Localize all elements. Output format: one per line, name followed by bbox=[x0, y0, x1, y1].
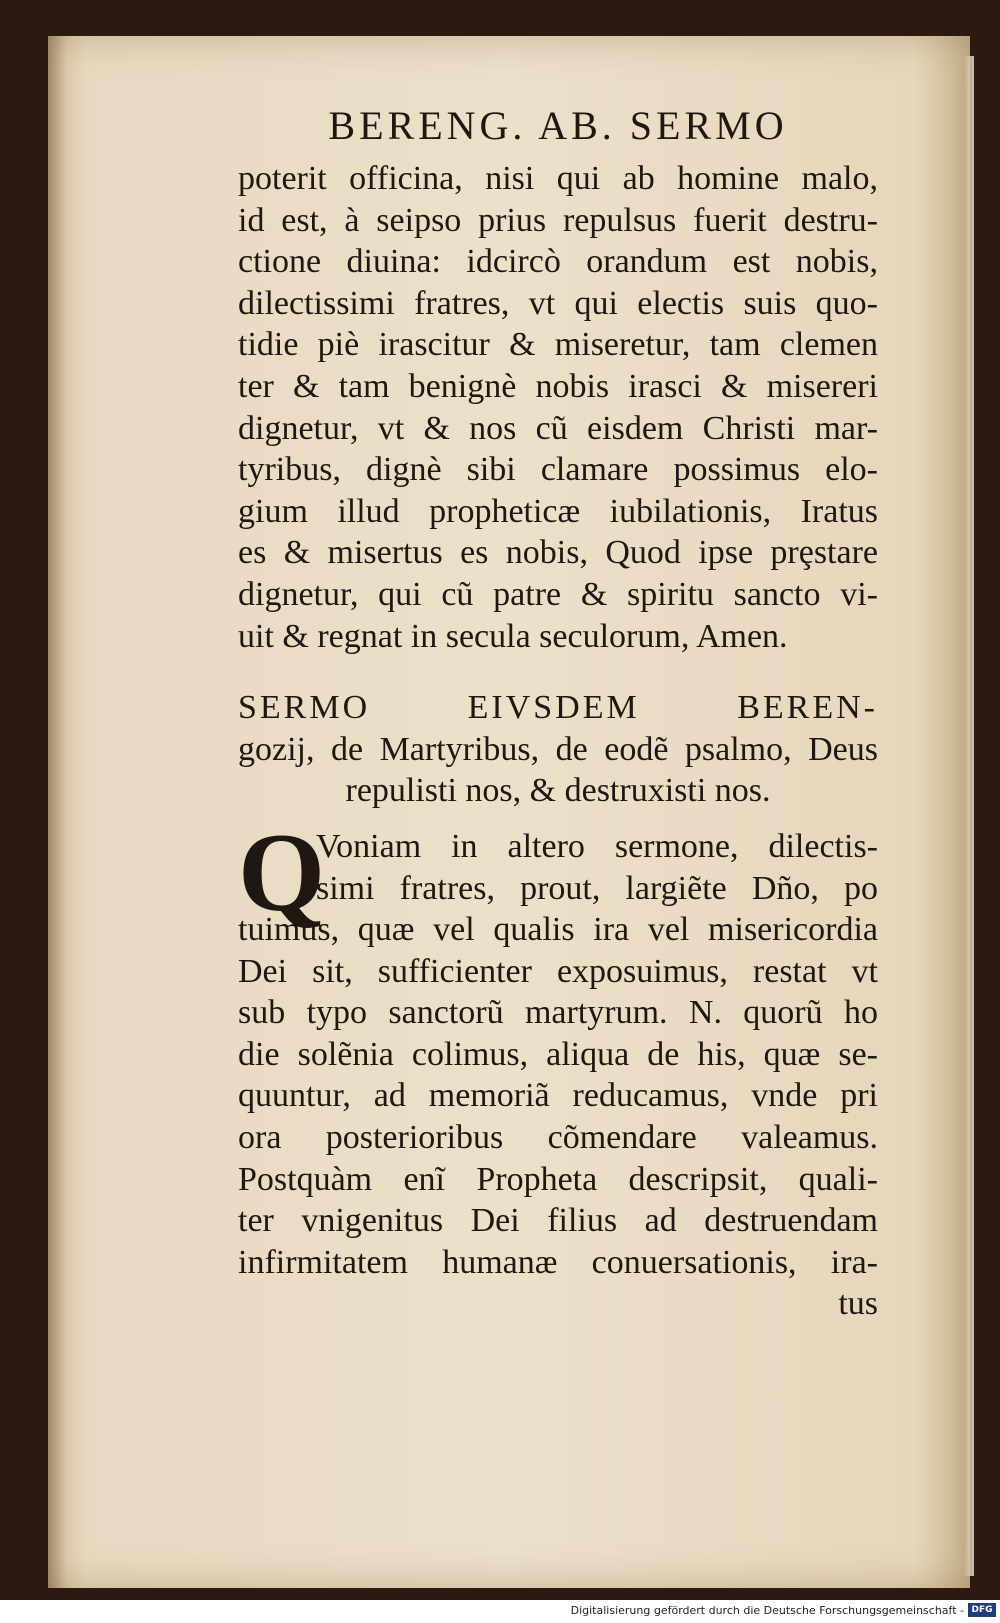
text-line: dilectissimi fratres, vt qui electis suis quo- bbox=[238, 284, 878, 322]
text-line: id est, à seipso prius repulsus fuerit destru- bbox=[238, 201, 878, 239]
heading-line: gozij, de Martyribus, de eodẽ psalmo, Deus bbox=[238, 730, 878, 768]
text-block bbox=[238, 100, 878, 1325]
text-line: dignetur, qui cũ patre & spiritu sancto vi- bbox=[238, 575, 878, 613]
running-head: BERENG. AB. SERMO bbox=[328, 103, 788, 148]
heading-line: SERMO EIVSDEM BEREN- bbox=[238, 689, 878, 727]
text-line: infirmitatem humanæ conuersationis, ira- bbox=[238, 1243, 878, 1281]
text-line: dignetur, vt & nos cũ eisdem Christi mar- bbox=[238, 409, 878, 447]
sermon-body bbox=[238, 810, 878, 1325]
heading-line: repulisti nos, & destruxisti nos. bbox=[345, 772, 771, 810]
text-line: sub typo sanctorũ martyrum. N. quorũ ho bbox=[238, 994, 878, 1032]
sermon-ending bbox=[238, 158, 878, 657]
text-line: die solẽnia colimus, aliqua de his, quæ se- bbox=[238, 1035, 878, 1073]
dfg-logo-icon: DFG bbox=[968, 1603, 996, 1617]
text-line: quuntur, ad memoriã reducamus, vnde pri bbox=[238, 1077, 878, 1115]
text-line: es & misertus es nobis, Quod ipse prȩstare bbox=[238, 534, 878, 572]
page-edge bbox=[964, 56, 974, 1576]
digitization-footer bbox=[0, 1600, 1000, 1623]
text-line: Dei sit, sufficienter exposuimus, restat vt bbox=[238, 952, 878, 990]
text-line: simi fratres, prout, largiẽte Dño, po bbox=[316, 869, 878, 907]
text-line: ctione diuina: idcircò orandum est nobis, bbox=[238, 243, 878, 281]
text-line: Voniam in altero sermone, dilectis- bbox=[316, 827, 878, 865]
text-line: gium illud propheticæ iubilationis, Iratus bbox=[238, 492, 878, 530]
text-line: ter vnigenitus Dei filius ad destruendam bbox=[238, 1202, 878, 1240]
book-page bbox=[48, 36, 970, 1588]
text-line: tidie piè irascitur & miseretur, tam clemen bbox=[238, 326, 878, 364]
catchword: tus bbox=[838, 1285, 878, 1323]
text-line: tuimus, quæ vel qualis ira vel misericordia bbox=[238, 911, 878, 949]
text-line: ter & tam benignè nobis irasci & misereri bbox=[238, 367, 878, 405]
text-line: tyribus, dignè sibi clamare possimus elo- bbox=[238, 451, 878, 489]
page-gutter-shadow bbox=[48, 36, 66, 1588]
text-line: poterit officina, nisi qui ab homine malo, bbox=[238, 160, 878, 197]
text-line: ora posterioribus cõmendare valeamus. bbox=[238, 1119, 878, 1157]
text-line: uit & regnat in secula seculorum, Amen. bbox=[238, 617, 788, 655]
footer-credit: Digitalisierung gefördert durch die Deutsche Forschungsgemeinschaft - bbox=[570, 1604, 964, 1617]
drop-cap-initial: Q bbox=[238, 810, 326, 935]
text-line: Postquàm enĩ Propheta descripsit, quali- bbox=[238, 1160, 878, 1198]
sermon-heading bbox=[238, 687, 878, 812]
